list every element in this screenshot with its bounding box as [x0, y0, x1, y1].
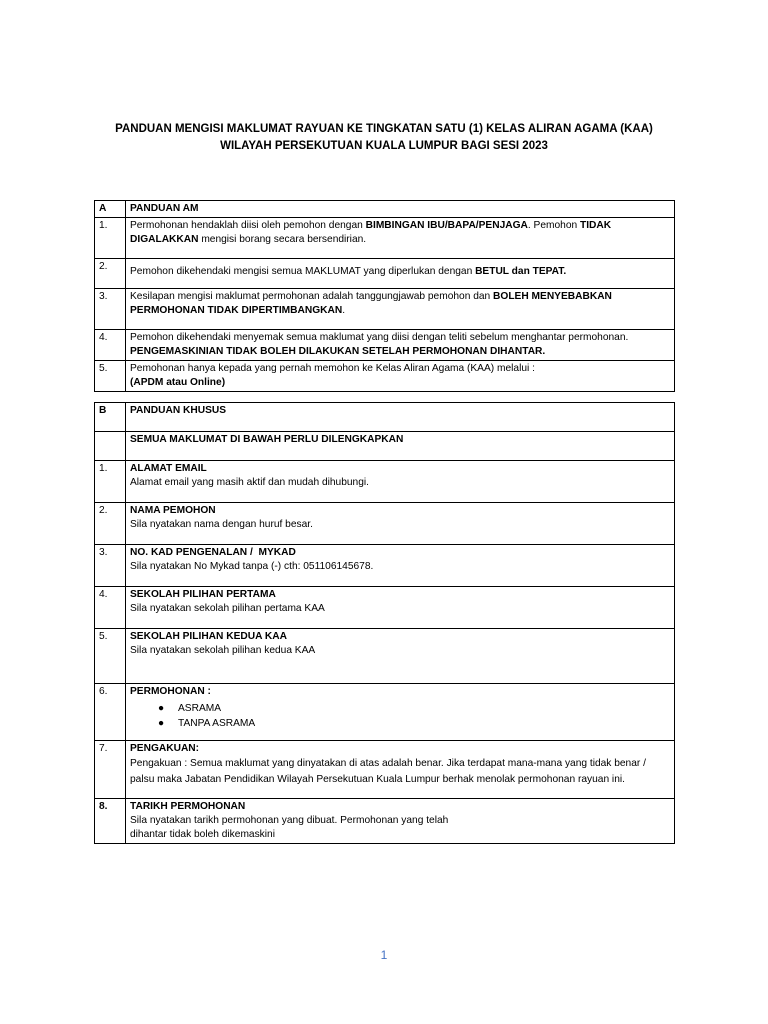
field-description: Sila nyatakan sekolah pilihan kedua KAA [130, 645, 316, 656]
row-text: Permohonan hendaklah diisi oleh pemohon dengan BIMBINGAN IBU/BAPA/PENJAGA. Pemohon TIDAK DIGALAKKAN mengisi borang secara bersendirian. [126, 218, 675, 259]
document-title-line-1: PANDUAN MENGISI MAKLUMAT RAYUAN KE TINGKATAN SATU (1) KELAS ALIRAN AGAMA (KAA) [115, 123, 653, 135]
option-asrama: ● ASRAMA [158, 703, 222, 714]
section-a-row-5 [95, 361, 675, 392]
row-number: 1. [95, 461, 126, 503]
permohonan-options [130, 701, 670, 731]
field-description: Sila nyatakan No Mykad tanpa (-) cth: 051106145678. [130, 561, 374, 572]
field-label: PERMOHONAN : [130, 686, 211, 697]
section-b-header-row [95, 403, 675, 432]
field-description: Pengakuan : Semua maklumat yang dinyatakan di atas adalah benar. Jika terdapat mana-mana yang tidak benar / palsu maka Jabatan Pendidikan Wilayah Persekutuan Kuala Lumpur berhak menolak permohonan rayuan ini. [130, 758, 646, 785]
section-a-letter: A [95, 201, 126, 218]
page-number: 1 [380, 948, 388, 962]
row-number: 3. [95, 289, 126, 330]
section-b-row-4 [95, 587, 675, 629]
field-label: NAMA PEMOHON [130, 505, 216, 516]
section-b-row-2 [95, 503, 675, 545]
field-label: SEKOLAH PILIHAN KEDUA KAA [130, 631, 287, 642]
row-number: 4. [95, 587, 126, 629]
section-b-row-8 [95, 799, 675, 844]
row-number: 2. [95, 503, 126, 545]
row-number: 5. [95, 629, 126, 684]
row-number: 8. [95, 799, 126, 844]
section-a-row-1 [95, 218, 675, 259]
field-label: SEKOLAH PILIHAN PERTAMA [130, 589, 276, 600]
field-description: Sila nyatakan sekolah pilihan pertama KAA [130, 603, 325, 614]
field-description: Sila nyatakan nama dengan huruf besar. [130, 519, 313, 530]
bullet-icon: ● [158, 703, 165, 714]
row-number: 1. [95, 218, 126, 259]
field-label: PENGAKUAN: [130, 743, 200, 754]
field-label: ALAMAT EMAIL [130, 463, 207, 474]
row-number: 5. [95, 361, 126, 392]
field-label: TARIKH PERMOHONAN [130, 801, 246, 812]
row-number: 3. [95, 545, 126, 587]
row-number: 4. [95, 330, 126, 361]
section-b-letter: B [95, 403, 126, 432]
section-a-table [94, 200, 675, 392]
section-b-heading: PANDUAN KHUSUS [126, 403, 675, 432]
row-number: 7. [95, 741, 126, 799]
section-a-row-3 [95, 289, 675, 330]
field-description-2: dihantar tidak boleh dikemaskini [130, 829, 275, 840]
section-b-row-3 [95, 545, 675, 587]
section-b-subheading-row [95, 432, 675, 461]
section-a-row-2 [95, 259, 675, 289]
section-b-row-5 [95, 629, 675, 684]
document-title-line-2: WILAYAH PERSEKUTUAN KUALA LUMPUR BAGI SESI 2023 [220, 140, 548, 152]
row-text: Pemohon dikehendaki menyemak semua maklumat yang diisi dengan teliti sebelum menghantar permohonan. PENGEMASKINIAN TIDAK BOLEH DILAKUKAN SETELAH PERMOHONAN DIHANTAR. [126, 330, 675, 361]
row-text: Pemohon dikehendaki mengisi semua MAKLUMAT yang diperlukan dengan BETUL dan TEPAT. [126, 259, 675, 289]
section-a-row-4 [95, 330, 675, 361]
section-b-subheading: SEMUA MAKLUMAT DI BAWAH PERLU DILENGKAPKAN [126, 432, 675, 461]
section-a-heading: PANDUAN AM [126, 201, 675, 218]
section-b-row-6 [95, 684, 675, 741]
section-b-table [94, 402, 675, 844]
row-number: 6. [95, 684, 126, 741]
bullet-icon: ● [158, 718, 165, 729]
row-text: Pemohonan hanya kepada yang pernah memohon ke Kelas Aliran Agama (KAA) melalui : (APDM atau Online) [126, 361, 675, 392]
row-number: 2. [95, 259, 126, 289]
section-b-row-1 [95, 461, 675, 503]
option-tanpa-asrama: ● TANPA ASRAMA [158, 718, 256, 729]
field-description: Alamat email yang masih aktif dan mudah dihubungi. [130, 477, 369, 488]
row-text: Kesilapan mengisi maklumat permohonan adalah tanggungjawab pemohon dan BOLEH MENYEBABKAN PERMOHONAN TIDAK DIPERTIMBANGKAN. [126, 289, 675, 330]
field-description: Sila nyatakan tarikh permohonan yang dibuat. Permohonan yang telah [130, 815, 449, 826]
section-b-row-7 [95, 741, 675, 799]
section-a-header-row [95, 201, 675, 218]
field-label: NO. KAD PENGENALAN / MYKAD [130, 547, 296, 558]
